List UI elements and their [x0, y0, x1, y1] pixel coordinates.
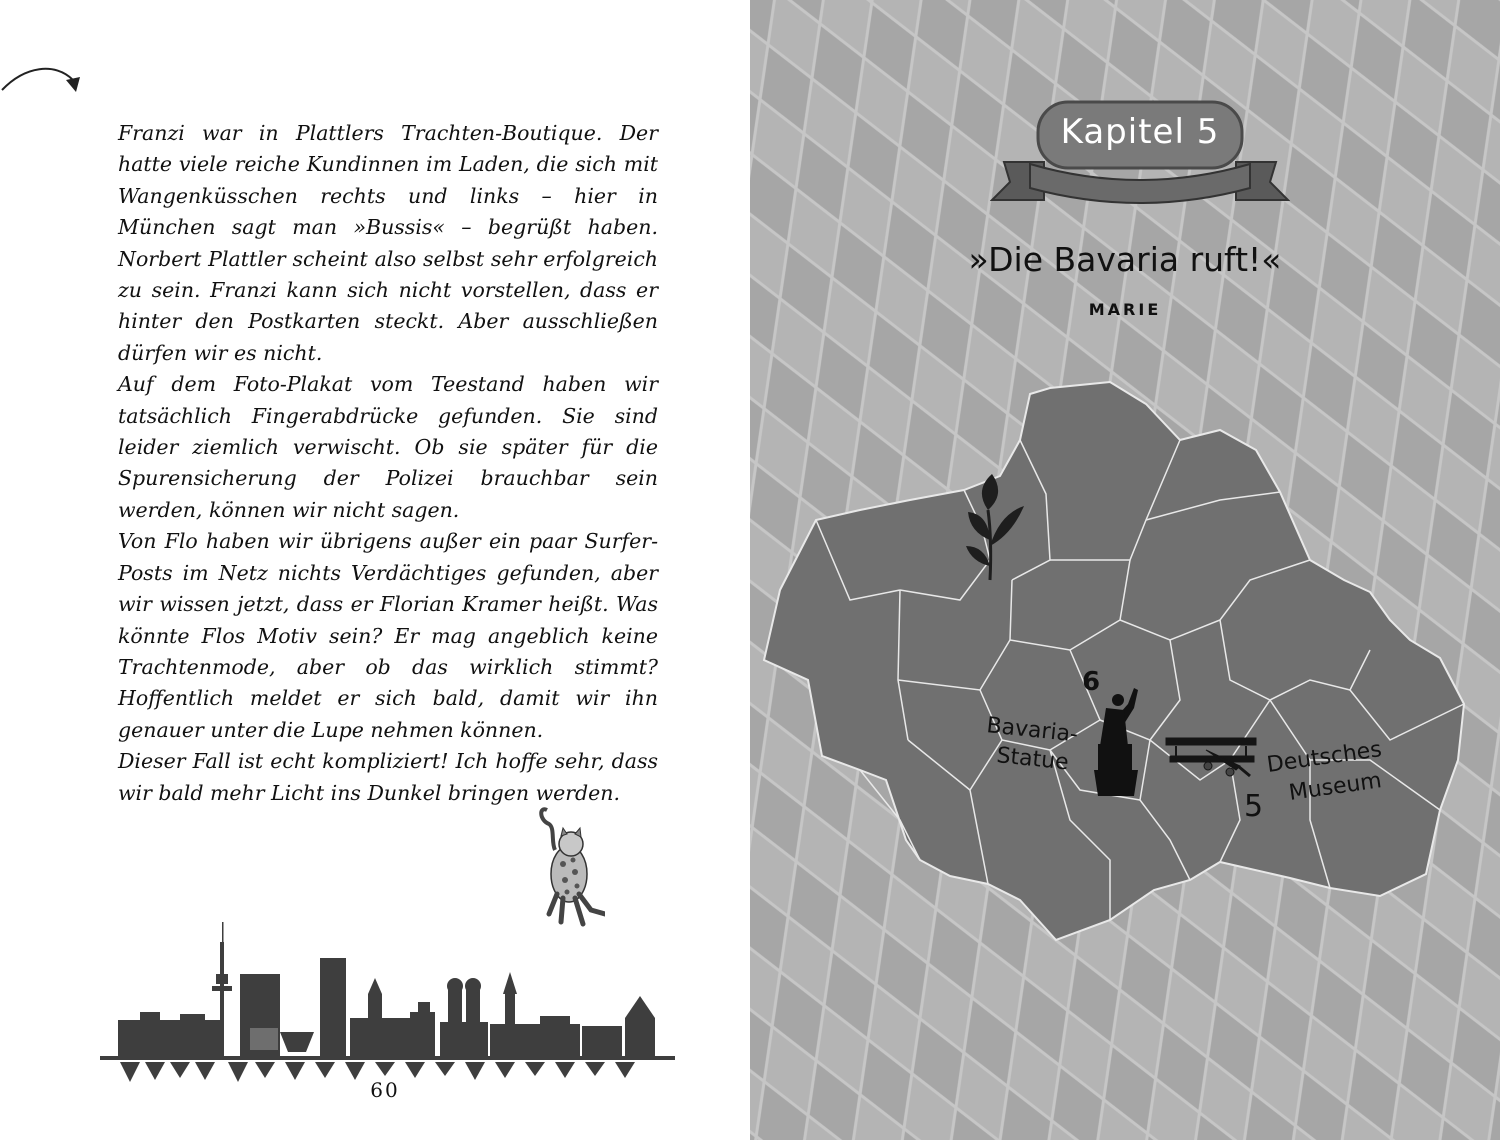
paragraph: Dieser Fall ist echt kompliziert! Ich hoffe sehr, dass wir bald mehr Licht ins Dunkel bringen werden. [118, 749, 658, 805]
chapter-label: Kapitel 5 [1060, 112, 1220, 152]
paragraph: Franzi war in Plattlers Trachten-Boutique. Der hatte viele reiche Kundinnen im Laden, die sich mit Wangenküsschen rechts und links – hier in München sagt man »Bussis« – begrüßt haben. Norbert Plattler scheint also selbst sehr erfolgreich zu sein. Franzi kann sich nicht vorstellen, dass er hinter den Postkarten steckt. Aber ausschließen dürfen wir es nicht. [118, 121, 658, 365]
paragraph: Auf dem Foto-Plakat vom Teestand haben wir tatsächlich Fingerabdrücke gefunden. Sie sind leider ziemlich verwischt. Ob sie später für die Spurensicherung der Polizei brauchbar sein werden, können wir nicht sagen. [118, 372, 658, 522]
map-label-bavaria-line1: Bavaria- [985, 713, 1080, 748]
munich-district-map [750, 0, 1500, 1140]
curved-arrow-icon [0, 62, 90, 102]
right-page [750, 0, 1500, 1140]
map-label-museum-line1: Deutsches [1265, 737, 1384, 778]
page-number: 60 [370, 1078, 400, 1102]
map-outline [764, 382, 1464, 940]
map-marker-6: 6 [1082, 667, 1101, 697]
munich-skyline-illustration [100, 922, 680, 1092]
map-label-bavaria-line2: Statue [995, 743, 1070, 776]
chapter-author: MARIE [1088, 300, 1162, 319]
map-marker-5: 5 [1244, 789, 1264, 824]
cat-illustration [525, 802, 605, 942]
body-text [118, 118, 658, 809]
paragraph: Von Flo haben wir übrigens außer ein paar Surfer-Posts im Netz nichts Verdächtiges gefunden, aber wir wissen jetzt, dass er Florian Kramer heißt. Was könnte Flos Motiv sein? Er mag angeblich keine Trachtenmode, aber ob das wirklich stimmt? Hoffentlich meldet er sich bald, damit wir ihn genauer unter die Lupe nehmen können. [118, 529, 658, 742]
map-label-museum-line2: Museum [1287, 768, 1384, 806]
chapter-title: »Die Bavaria ruft!« [968, 240, 1282, 279]
